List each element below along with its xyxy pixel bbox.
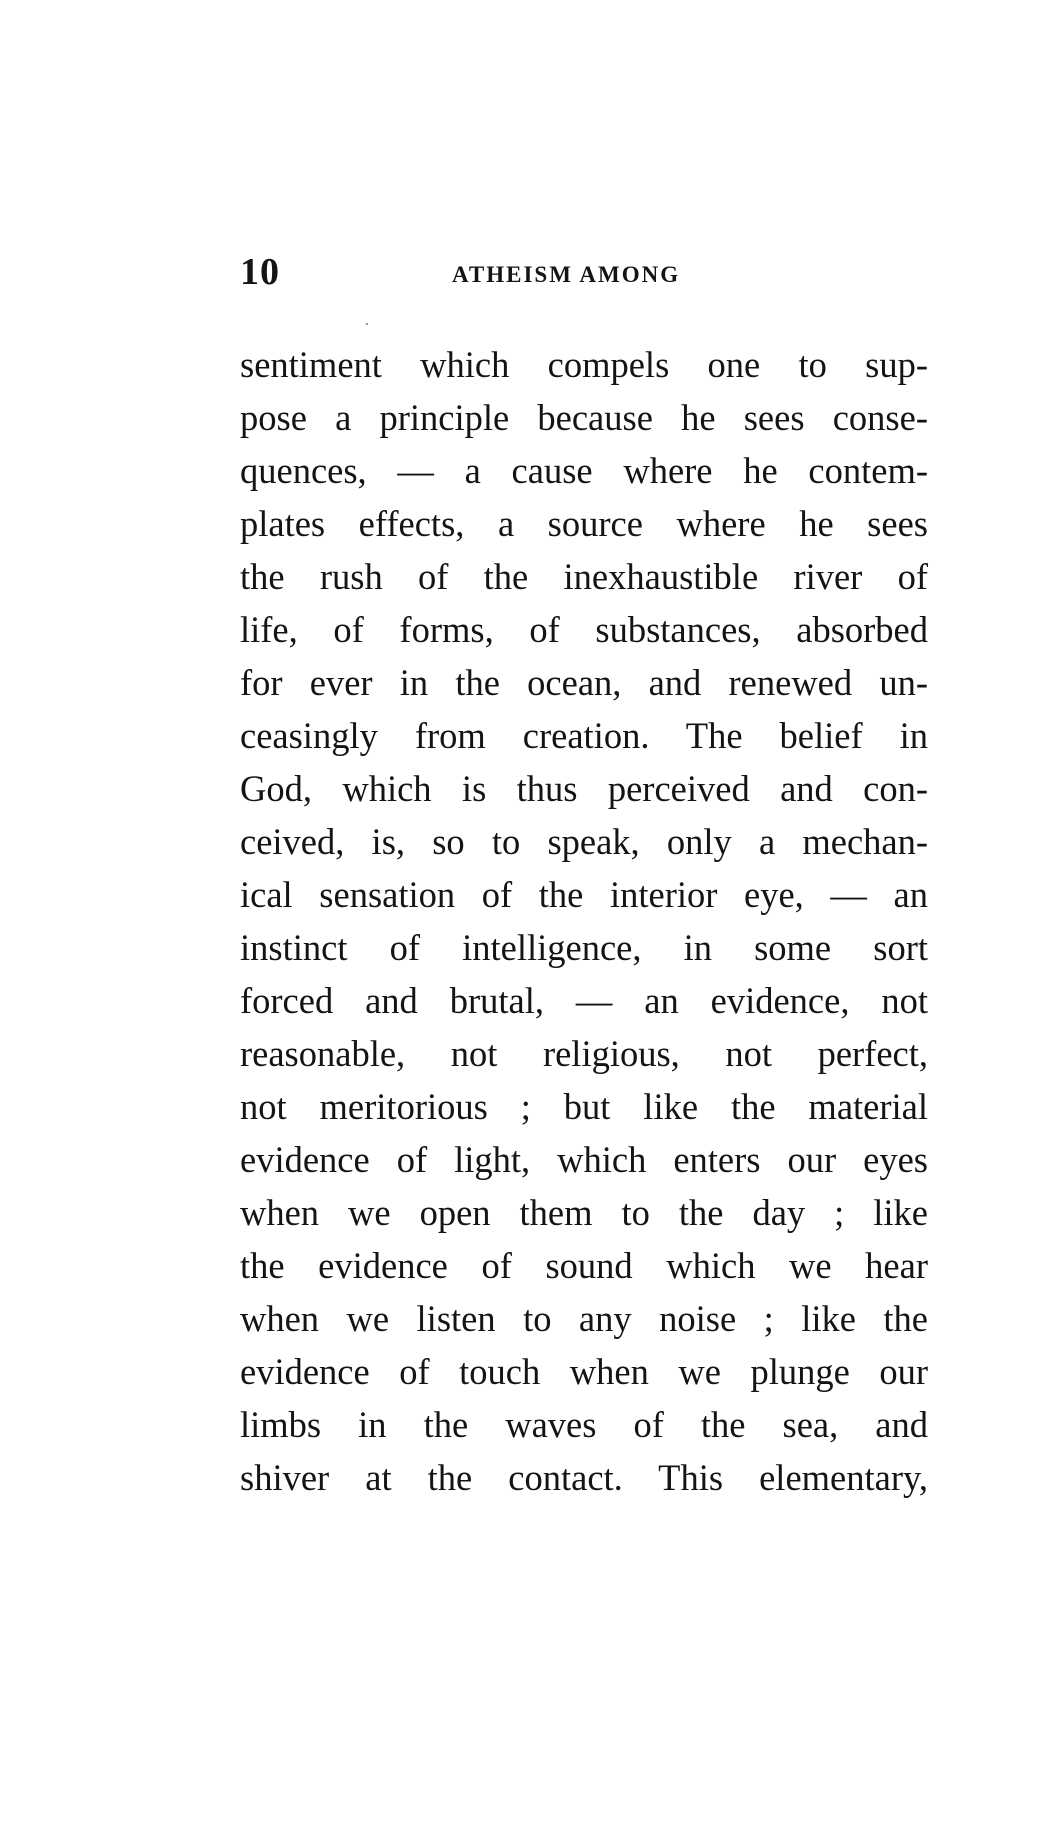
text-line: the evidence of sound which we hear bbox=[240, 1245, 928, 1286]
body-text bbox=[240, 338, 928, 1504]
text-line: quences, — a cause where he contem- bbox=[240, 450, 928, 491]
text-line: ceived, is, so to speak, only a mechan- bbox=[240, 821, 928, 862]
text-line: reasonable, not religious, not perfect, bbox=[240, 1033, 928, 1074]
page-number: 10 bbox=[240, 251, 280, 293]
text-line: when we open them to the day ; like bbox=[240, 1192, 928, 1233]
text-line: when we listen to any noise ; like the bbox=[240, 1298, 928, 1339]
text-line: limbs in the waves of the sea, and bbox=[240, 1404, 928, 1445]
text-line: God, which is thus perceived and con- bbox=[240, 768, 928, 809]
print-speck bbox=[366, 323, 368, 325]
text-line: for ever in the ocean, and renewed un- bbox=[240, 662, 928, 703]
text-line: ical sensation of the interior eye, — an bbox=[240, 874, 928, 915]
running-title: ATHEISM AMONG bbox=[452, 262, 681, 287]
text-line: evidence of touch when we plunge our bbox=[240, 1351, 928, 1392]
text-line: shiver at the contact. This elementary, bbox=[240, 1457, 928, 1498]
running-head bbox=[240, 250, 930, 294]
text-line: forced and brutal, — an evidence, not bbox=[240, 980, 928, 1021]
text-line: not meritorious ; but like the material bbox=[240, 1086, 928, 1127]
text-line: evidence of light, which enters our eyes bbox=[240, 1139, 928, 1180]
text-line: pose a principle because he sees conse- bbox=[240, 397, 928, 438]
text-line: life, of forms, of substances, absorbed bbox=[240, 609, 928, 650]
text-line: sentiment which compels one to sup- bbox=[240, 344, 928, 385]
text-line: plates effects, a source where he sees bbox=[240, 503, 928, 544]
text-line: instinct of intelligence, in some sort bbox=[240, 927, 928, 968]
text-line: the rush of the inexhaustible river of bbox=[240, 556, 928, 597]
text-line: ceasingly from creation. The belief in bbox=[240, 715, 928, 756]
